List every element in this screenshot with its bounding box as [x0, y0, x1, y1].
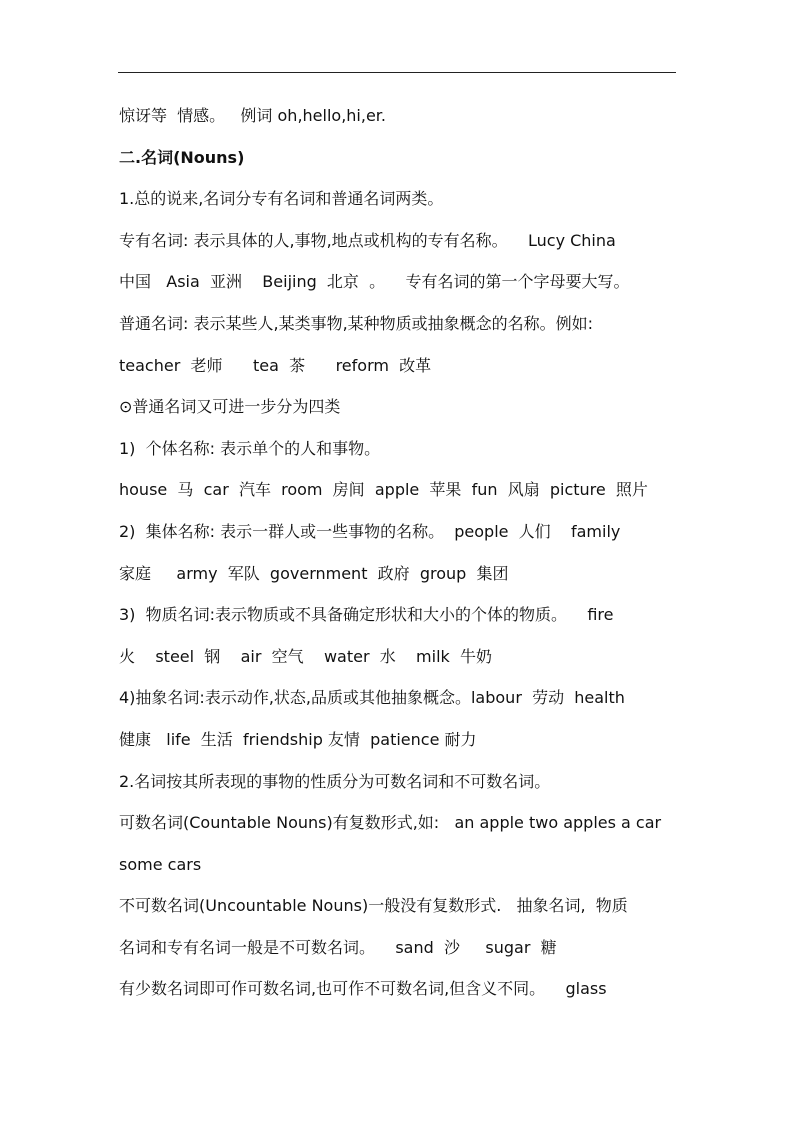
text-line: 2) 集体名称: 表示一群人或一些事物的名称。 people 人们 family: [119, 521, 621, 541]
text-line: 3) 物质名词:表示物质或不具备确定形状和大小的个体的物质。 fire: [119, 605, 614, 625]
document-body: [119, 101, 679, 1016]
text-line: 1.总的说来,名词分专有名词和普通名词两类。: [119, 189, 444, 209]
text-line: 中国 Asia 亚洲 Beijing 北京 。 专有名词的第一个字母要大写。: [119, 272, 630, 292]
text-line: 惊讶等 情感。 例词 oh,hello,hi,er.: [119, 106, 386, 125]
text-line: ⊙普通名词又可进一步分为四类: [119, 397, 341, 417]
text-line: 4)抽象名词:表示动作,状态,品质或其他抽象概念。labour 劳动 health: [119, 688, 625, 708]
text-line: teacher 老师 tea 茶 reform 改革: [119, 355, 432, 375]
text-line: 普通名词: 表示某些人,某类事物,某种物质或抽象概念的名称。例如:: [119, 313, 594, 333]
text-line: 不可数名词(Uncountable Nouns)一般没有复数形式. 抽象名词, 物质: [119, 896, 628, 916]
text-line: 可数名词(Countable Nouns)有复数形式,如: an apple two apples a car: [119, 813, 662, 833]
section-heading-nouns: 二.名词(Nouns): [119, 147, 245, 167]
text-line: 健康 life 生活 friendship 友情 patience 耐力: [119, 729, 477, 749]
text-line: 1) 个体名称: 表示单个的人和事物。: [119, 438, 381, 458]
text-line: 专有名词: 表示具体的人,事物,地点或机构的专有名称。 Lucy China: [119, 230, 616, 250]
header-rule: [118, 72, 676, 73]
text-line: some cars: [119, 854, 202, 874]
text-line: 火 steel 钢 air 空气 water 水 milk 牛奶: [119, 646, 492, 666]
text-line: 家庭 army 军队 government 政府 group 集团: [119, 563, 509, 583]
text-line: house 马 car 汽车 room 房间 apple 苹果 fun 风扇 picture 照片: [119, 480, 648, 500]
text-line: 2.名词按其所表现的事物的性质分为可数名词和不可数名词。: [119, 771, 551, 791]
text-line: 有少数名词即可作可数名词,也可作不可数名词,但含义不同。 glass: [119, 979, 607, 999]
text-line: 名词和专有名词一般是不可数名词。 sand 沙 sugar 糖: [119, 937, 557, 957]
